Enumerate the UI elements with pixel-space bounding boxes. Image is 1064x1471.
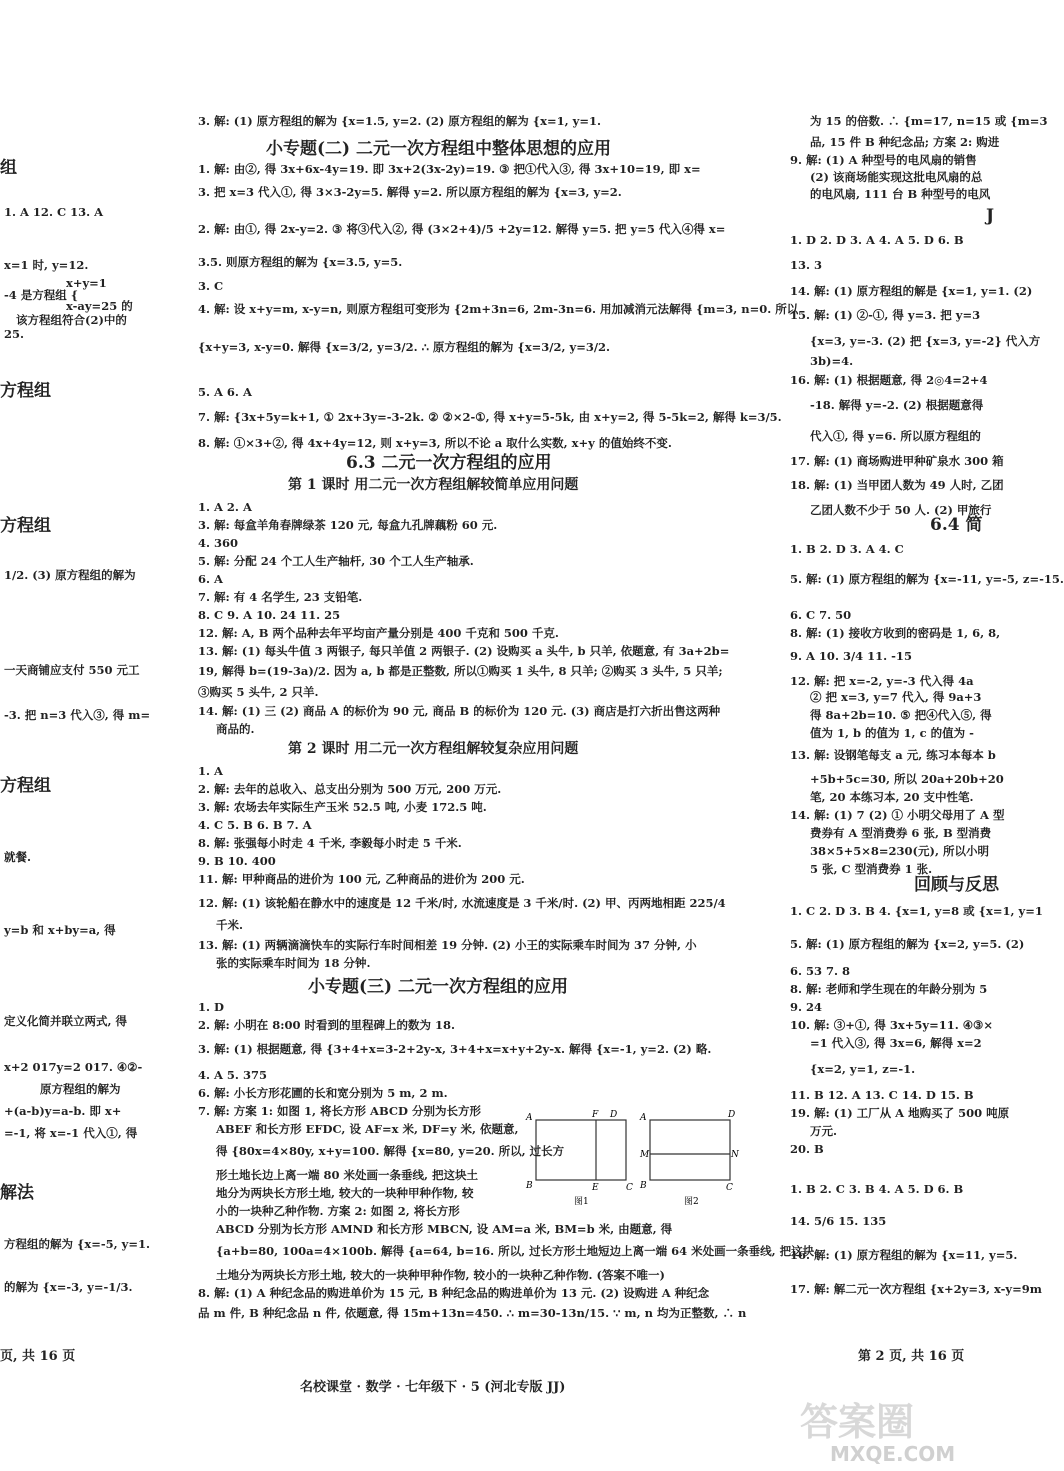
section-heading: 小专题(二) 二元一次方程组中整体思想的应用 [266,139,612,159]
answer-line: ABEF 和长方形 EFDC, 设 AF=x 米, DF=y 米, 依题意, [216,1122,519,1136]
fig2-point-n: N [731,1150,739,1160]
answer-line: 2. 解: 小明在 8:00 时看到的里程碑上的数为 18. [198,1018,456,1032]
answer-line: {x=2, y=1, z=-1. [810,1062,916,1076]
answer-line: 1/2. (3) 原方程组的解为 [4,568,136,582]
answer-line: 8. 解: 张强每小时走 4 千米, 李毅每小时走 5 千米. [198,836,462,850]
figure-1-label: 图1 [574,1197,589,1207]
answer-line: 6. A [198,572,223,586]
answer-line: 9. B 10. 400 [198,854,276,868]
answer-line: 值为 1, b 的值为 1, c 的值为 - [810,726,974,740]
answer-line: 4. 360 [198,536,239,550]
answer-line: 3.5. 则原方程组的解为 {x=3.5, y=5. [198,255,403,269]
answer-line: 13. 解: 设钢笔每支 a 元, 练习本每本 b [790,748,996,762]
section-heading: 方程组 [0,516,51,536]
answer-line: 19, 解得 b=(19-3a)/2. 因为 a, b 都是正整数, 所以①购买 1 头牛, 8 只羊; ②购买 3 头牛, 5 只羊; [198,664,723,678]
answer-line: 8. 解: (1) A 种纪念品的购进单价为 15 元, B 种纪念品的购进单价为 13 元. (2) 设购进 A 种纪念 [198,1286,710,1300]
answer-line: 3. 把 x=3 代入①, 得 3×3-2y=5. 解得 y=2. 所以原方程组的解为 {x=3, y=2. [198,185,622,199]
answer-line: 18. 解: (1) 当甲团人数为 49 人时, 乙团 [790,478,1004,492]
answer-line: 万元. [810,1124,838,1138]
answer-line: 9. 24 [790,1000,823,1014]
fig1-point-c: C [626,1183,633,1193]
figure-2 [639,1110,740,1207]
answer-line: 13. 解: (1) 每头牛值 3 两银子, 每只羊值 2 两银子. (2) 设购买 a 头牛, b 只羊, 依题意, 有 3a+2b= [198,644,730,658]
answer-line: -3. 把 n=3 代入③, 得 m= [4,708,151,722]
fig2-point-d: D [728,1110,736,1120]
answer-line: 15. 解: (1) ②-①, 得 y=3. 把 y=3 [790,308,981,322]
answer-line: 38×5+5×8=230(元), 所以小明 [810,844,989,858]
answer-line: 1. A [198,764,223,778]
answer-line: 4. 解: 设 x+y=m, x-y=n, 则原方程组可变形为 {2m+3n=6, 2m-3n=6. 用加减消元法解得 {m=3, n=0. 所以 [198,302,799,316]
answer-line: 12. 解: 把 x=-2, y=-3 代入得 4a [790,674,974,688]
lesson-heading: 第 1 课时 用二元一次方程组解较简单应用问题 [288,477,579,493]
answer-line: 25. [4,327,25,341]
answer-line: 品 m 件, B 种纪念品 n 件, 依题意, 得 15m+13n=450. ∴ m=30-13n/15. ∵ m, n 均为正整数, ∴ n [198,1306,747,1320]
section-heading: 6.3 二元一次方程组的应用 [346,453,552,473]
answer-line: 17. 解: (1) 商场购进甲种矿泉水 300 箱 [790,454,1004,468]
answer-line: 6. 解: 小长方形花圃的长和宽分别为 5 m, 2 m. [198,1086,448,1100]
answer-line: 该方程组符合(2)中的 [16,313,127,327]
answer-line: 16. 解: (1) 根据题意, 得 2◎4=2+4 [790,373,988,387]
answer-line: 2. 解: 去年的总收入、总支出分别为 500 万元, 200 万元. [198,782,502,796]
answer-line: 就餐. [4,850,32,864]
section-heading: 6.4 简 [930,515,983,535]
answer-line: 为 15 的倍数. ∴ {m=17, n=15 或 {m=3 [810,114,1048,128]
middle-footer: 名校课堂 · 数学 · 七年级下 · 5 (河北专版 JJ) [300,1380,566,1395]
fig1-point-d: D [610,1110,618,1120]
svg-text:MXQE.COM: MXQE.COM [830,1442,956,1466]
answer-line: 16. 解: (1) 原方程组的解为 {x=11, y=5. [790,1248,1018,1262]
answer-line: 9. A 10. 3/4 11. -15 [790,649,912,663]
answer-line: -18. 解得 y=-2. (2) 根据题意得 [810,398,984,412]
answer-line: 5. 解: 分配 24 个工人生产轴杆, 30 个工人生产轴承. [198,554,474,568]
left-column [0,0,175,1471]
answer-line: 1. D [198,1000,224,1014]
answer-line: 8. 解: ①×3+②, 得 4x+4y=12, 则 x+y=3, 所以不论 a 取什么实数, x+y 的值始终不变. [198,436,672,450]
answer-line: 5 张, C 型消费券 1 张. [810,862,933,876]
fig2-point-m: M [640,1150,650,1160]
answer-line: 6. C 7. 50 [790,608,852,622]
section-heading: 方程组 [0,776,51,796]
answer-line: 3b)=4. [810,354,854,368]
answer-line: =-1, 将 x=-1 代入①, 得 [4,1126,138,1140]
answer-line: 10. 解: ③+①, 得 3x+5y=11. ④③× [790,1018,993,1032]
section-heading: J [986,206,995,226]
answer-line: 笔, 20 本练习本, 20 支中性笔. [810,790,974,804]
answer-line: 7. 解: 有 4 名学生, 23 支铅笔. [198,590,363,604]
fig1-point-a: A [526,1113,533,1123]
answer-line: +(a-b)y=a-b. 即 x+ [4,1104,122,1118]
answer-line: 原方程组的解为 [40,1082,121,1096]
section-heading: 方程组 [0,381,51,401]
answer-line: 2. 解: 由①, 得 2x-y=2. ③ 将③代入②, 得 (3×2+4)/5 +2y=12. 解得 y=5. 把 y=5 代入④得 x= [198,222,726,236]
answer-line: 1. C 2. D 3. B 4. {x=1, y=8 或 {x=1, y=1 [790,904,1043,918]
answer-line: 14. 5/6 15. 135 [790,1214,887,1228]
answer-line: 5. A 6. A [198,385,252,399]
answer-line: 8. 解: (1) 接收方收到的密码是 1, 6, 8, [790,626,1001,640]
answer-line: 3. 解: 每盒羊角春牌绿茶 120 元, 每盒九孔牌藕粉 60 元. [198,518,498,532]
rectangle-figures [526,1108,739,1208]
fig1-point-b: B [526,1181,533,1191]
answer-line: 一天商铺应支付 550 元工 [4,663,140,677]
answer-line: 7. 解: 方案 1: 如图 1, 将长方形 ABCD 分别为长方形 [198,1104,482,1118]
answer-line: x=1 时, y=12. [4,258,89,272]
answer-line: 1. B 2. D 3. A 4. C [790,542,904,556]
answer-line: 3. 解: (1) 原方程组的解为 {x=1.5, y=2. (2) 原方程组的解为 {x=1, y=1. [198,114,601,128]
answer-line: 3. 解: 农场去年实际生产玉米 52.5 吨, 小麦 172.5 吨. [198,800,487,814]
answer-line: ABCD 分别为长方形 AMND 和长方形 MBCN, 设 AM=a 米, BM=b 米, 由题意, 得 [216,1222,673,1236]
section-heading: 小专题(三) 二元一次方程组的应用 [308,977,569,997]
fig2-point-a: A [640,1113,647,1123]
answer-line: {x+y=3, x-y=0. 解得 {x=3/2, y=3/2. ∴ 原方程组的解为 {x=3/2, y=3/2. [198,340,611,354]
answer-line: 19. 解: (1) 工厂从 A 地购买了 500 吨原 [790,1106,1010,1120]
answer-line: y=b 和 x+by=a, 得 [4,923,116,937]
answer-line: 1. A 2. A [198,500,252,514]
answer-line: 12. 解: (1) 该轮船在静水中的速度是 12 千米/时, 水流速度是 3 千米/时. (2) 甲、丙两地相距 225/4 [198,896,726,910]
answer-line: 得 {80x=4×80y, x+y=100. 解得 {x=80, y=20. 所以, 过长方 [216,1144,565,1158]
answer-line: 14. 解: (1) 三 (2) 商品 A 的标价为 90 元, 商品 B 的标价为 120 元. (3) 商店是打六折出售这两种 [198,704,721,718]
fig1-point-f: F [592,1110,599,1120]
answer-line: 1. B 2. C 3. B 4. A 5. D 6. B [790,1182,964,1196]
answer-line: 土地分为两块长方形土地, 较大的一块种甲种作物, 较小的一块种乙种作物. (答案不唯一) [216,1268,665,1282]
answer-line: {x=3, y=-3. (2) 把 {x=3, y=-2} 代入方 [810,334,1041,348]
answer-line: 1. D 2. D 3. A 4. A 5. D 6. B [790,233,964,247]
answer-line: 5. 解: (1) 原方程组的解为 {x=2, y=5. (2) [790,937,1025,951]
answer-line: +5b+5c=30, 所以 20a+20b+20 [810,772,1004,786]
answer-line: -4 是方程组 { [4,288,79,302]
right-footer: 第 2 页, 共 16 页 [858,1349,965,1364]
answer-line: 得 8a+2b=10. ⑤ 把④代入⑤, 得 [810,708,992,722]
answer-line: 14. 解: (1) 原方程组的解是 {x=1, y=1. (2) [790,284,1033,298]
answer-line: 方程组的解为 {x=-5, y=1. [4,1237,150,1251]
answer-line: 1. A 12. C 13. A [4,205,104,219]
section-heading: 回顾与反思 [914,875,999,895]
figure-1 [525,1110,633,1207]
answer-line: 7. 解: {3x+5y=k+1, ① 2x+3y=-3-2k. ② ②×2-①, 得 x+y=5-5k, 由 x+y=2, 得 5-5k=2, 解得 k=3/5. [198,410,782,424]
answer-line: 5. 解: (1) 原方程组的解为 {x=-11, y=-5, z=-15. [790,572,1064,586]
answer-line: 4. C 5. B 6. B 7. A [198,818,312,832]
answer-line: (2) 该商场能实现这批电风扇的总 [810,170,983,184]
answer-line: 8. 解: 老师和学生现在的年龄分别为 5 [790,982,988,996]
answer-line: 8. C 9. A 10. 24 11. 25 [198,608,341,622]
answer-line: 11. 解: 甲种商品的进价为 100 元, 乙种商品的进价为 200 元. [198,872,525,886]
answer-line: x-ay=25 的 [66,299,133,313]
answer-line: 11. B 12. A 13. C 14. D 15. B [790,1088,974,1102]
answer-line: 定义化简并联立两式, 得 [4,1014,128,1028]
answer-line: 形土地长边上离一端 80 米处画一条垂线, 把这块土 [216,1168,479,1182]
answer-line: 代入①, 得 y=6. 所以原方程组的 [810,429,981,443]
answer-line: 地分为两块长方形土地, 较大的一块种甲种作物, 较 [216,1186,474,1200]
answer-line: 的解为 {x=-3, y=-1/3. [4,1280,133,1294]
left-footer: 页, 共 16 页 [0,1349,76,1364]
answer-line: ② 把 x=3, y=7 代入, 得 9a+3 [810,690,982,704]
answer-line: 4. A 5. 375 [198,1068,267,1082]
answer-line: 20. B [790,1142,824,1156]
answer-line: x+2 017y=2 017. ④②- [4,1060,143,1074]
fig2-point-c: C [726,1183,733,1193]
answer-line: ③购买 5 头牛, 2 只羊. [198,685,319,699]
answer-line: 的电风扇, 111 台 B 种型号的电风 [810,187,991,201]
answer-line: 14. 解: (1) 7 (2) ① 小明父母用了 A 型 [790,808,1005,822]
watermark-logo [760,1387,990,1467]
answer-line: 13. 解: (1) 两辆滴滴快车的实际行车时间相差 19 分钟. (2) 小王的实际乘车时间为 37 分钟, 小 [198,938,697,952]
figure-2-label: 图2 [684,1197,699,1207]
answer-line: 17. 解: 解二元一次方程组 {x+2y=3, x-y=9m [790,1282,1042,1296]
right-column [790,0,1064,1471]
answer-line: 品, 15 件 B 种纪念品; 方案 2: 购进 [810,135,1000,149]
answer-line: {a+b=80, 100a=4×100b. 解得 {a=64, b=16. 所以, 过长方形土地短边上离一端 64 米处画一条垂线, 把这块 [216,1244,815,1258]
answer-line: 9. 解: (1) A 种型号的电风扇的销售 [790,153,977,167]
answer-line: 千米. [216,918,244,932]
answer-line: 张的实际乘车时间为 18 分钟. [216,956,371,970]
answer-line: 商品的. [216,722,255,736]
answer-line: =1 代入③, 得 3x=6, 解得 x=2 [810,1036,982,1050]
section-heading: 组 [0,158,17,178]
answer-line: 1. 解: 由②, 得 3x+6x-4y=19. 即 3x+2(3x-2y)=19. ③ 把①代入③, 得 3x+10=19, 即 x= [198,162,701,176]
answer-line: x+y=1 [66,276,107,290]
svg-text:答案圈: 答案圈 [800,1400,915,1444]
fig2-point-b: B [640,1181,647,1191]
answer-line: 6. 53 7. 8 [790,964,851,978]
fig1-point-e: E [592,1183,599,1193]
answer-line: 费券有 A 型消费券 6 张, B 型消费 [810,826,992,840]
answer-line: 小的一块种乙种作物. 方案 2: 如图 2, 将长方形 [216,1204,460,1218]
section-heading: 解法 [0,1183,34,1203]
answer-line: 3. 解: (1) 根据题意, 得 {3+4+x=3-2+2y-x, 3+4+x=x+y+2y-x. 解得 {x=-1, y=2. (2) 略. [198,1042,712,1056]
answer-line: 乙团人数不少于 50 人. (2) 甲旅行 [810,503,992,517]
lesson-heading: 第 2 课时 用二元一次方程组解较复杂应用问题 [288,741,579,757]
answer-line: 12. 解: A, B 两个品种去年平均亩产量分别是 400 千克和 500 千克. [198,626,559,640]
answer-line: 3. C [198,279,224,293]
answer-line: 13. 3 [790,258,823,272]
